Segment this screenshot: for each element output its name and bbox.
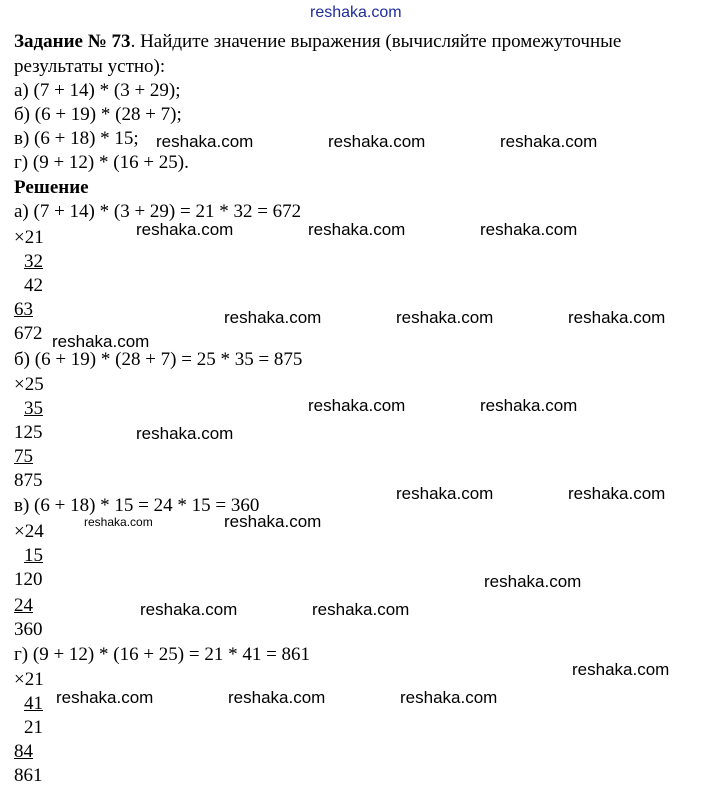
- watermark: reshaka.com: [56, 688, 154, 707]
- solution-b-equation: б) (6 + 19) * (28 + 7) = 25 * 35 = 875: [14, 349, 303, 370]
- watermark: reshaka.com: [500, 132, 598, 151]
- solution-b-partial-2: 75: [14, 446, 33, 467]
- watermark: reshaka.com: [224, 308, 322, 327]
- task-item-c: в) (6 + 18) * 15;: [14, 128, 139, 149]
- task-title: Задание № 73: [14, 31, 131, 52]
- watermark-small: reshaka.com: [84, 515, 153, 529]
- solution-c-equation: в) (6 + 18) * 15 = 24 * 15 = 360: [14, 495, 260, 516]
- watermark: reshaka.com: [572, 660, 670, 679]
- task-text-cont: результаты устно):: [14, 56, 166, 77]
- solution-d-result: 861: [14, 765, 43, 786]
- watermark: reshaka.com: [328, 132, 426, 151]
- solution-c-partial-2: 24: [14, 595, 33, 616]
- solution-a-result: 672: [14, 323, 43, 344]
- task-item-b: б) (6 + 19) * (28 + 7);: [14, 104, 182, 125]
- watermark: reshaka.com: [136, 220, 234, 239]
- watermark: reshaka.com: [396, 308, 494, 327]
- solution-c-multiplier: 15: [24, 545, 43, 566]
- solution-c-multiplicand: ×24: [14, 521, 44, 542]
- solution-a-multiplicand: ×21: [14, 227, 44, 248]
- solution-b-partial-1: 125: [14, 422, 43, 443]
- solution-a-multiplier: 32: [24, 251, 43, 272]
- watermark: reshaka.com: [312, 600, 410, 619]
- task-item-a: а) (7 + 14) * (3 + 29);: [14, 80, 181, 101]
- solution-b-multiplier: 35: [24, 398, 43, 419]
- watermark-top: reshaka.com: [310, 4, 402, 21]
- task-text: . Найдите значение выражения (вычисляйте промежуточные: [130, 31, 622, 52]
- solution-a-partial-2: 63: [14, 299, 33, 320]
- solution-c-result: 360: [14, 619, 43, 640]
- watermark: reshaka.com: [568, 308, 666, 327]
- watermark: reshaka.com: [484, 572, 582, 591]
- watermark: reshaka.com: [480, 396, 578, 415]
- solution-c-partial-1: 120: [14, 569, 43, 590]
- watermark: reshaka.com: [156, 132, 254, 151]
- watermark: reshaka.com: [140, 600, 238, 619]
- solution-d-multiplicand: ×21: [14, 669, 44, 690]
- task-item-d: г) (9 + 12) * (16 + 25).: [14, 152, 189, 173]
- task-statement: [14, 32, 621, 51]
- watermark: reshaka.com: [400, 688, 498, 707]
- watermark: reshaka.com: [52, 332, 150, 351]
- solution-heading: Решение: [14, 177, 89, 198]
- solution-d-partial-1: 21: [24, 717, 43, 738]
- watermark: reshaka.com: [228, 688, 326, 707]
- watermark: reshaka.com: [308, 396, 406, 415]
- solution-b-result: 875: [14, 470, 43, 491]
- solution-a-equation: а) (7 + 14) * (3 + 29) = 21 * 32 = 672: [14, 201, 302, 222]
- solution-a-partial-1: 42: [24, 275, 43, 296]
- solution-d-partial-2: 84: [14, 741, 33, 762]
- watermark: reshaka.com: [480, 220, 578, 239]
- watermark: reshaka.com: [224, 512, 322, 531]
- watermark: reshaka.com: [568, 484, 666, 503]
- watermark: reshaka.com: [136, 424, 234, 443]
- solution-b-multiplicand: ×25: [14, 374, 44, 395]
- solution-d-equation: г) (9 + 12) * (16 + 25) = 21 * 41 = 861: [14, 644, 311, 665]
- solution-d-multiplier: 41: [24, 693, 43, 714]
- watermark: reshaka.com: [308, 220, 406, 239]
- watermark: reshaka.com: [396, 484, 494, 503]
